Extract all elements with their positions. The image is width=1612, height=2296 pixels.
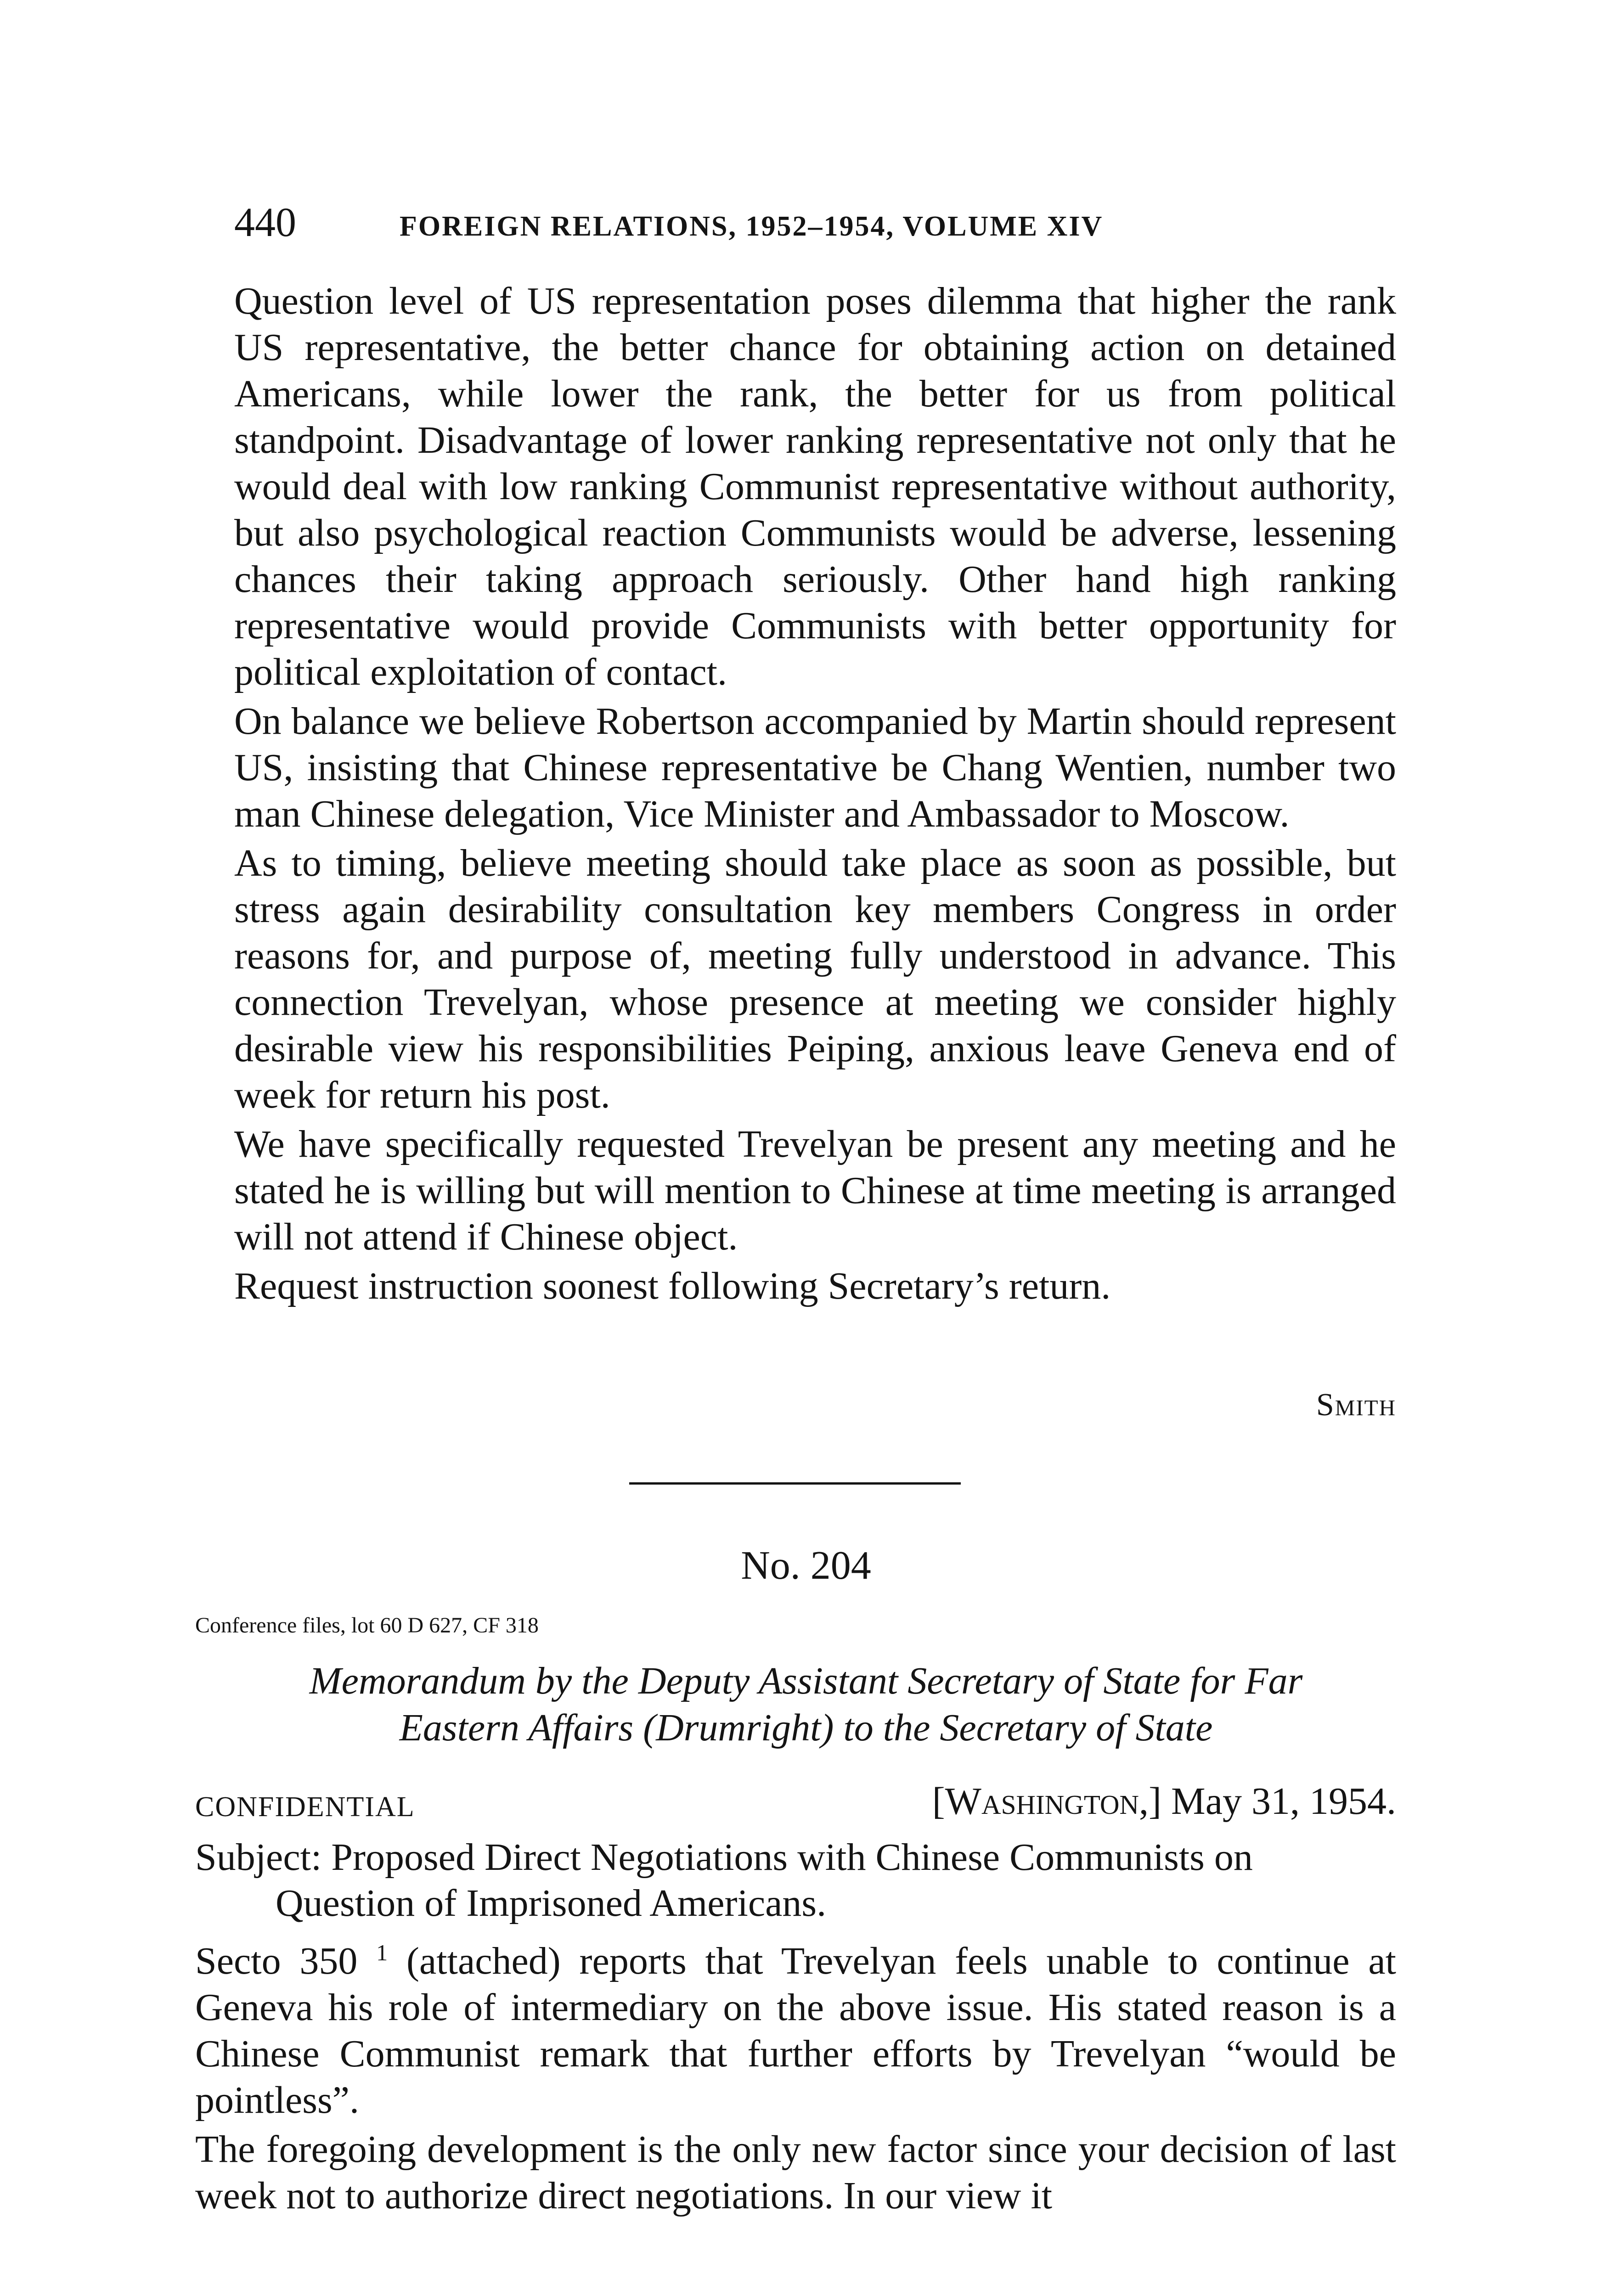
- subject-text-continued: Question of Imprisoned Americans.: [276, 1882, 827, 1925]
- classification-marking: CONFIDENTIAL: [195, 1791, 415, 1823]
- paragraph-rest: (attached) reports that Trevelyan feels unable to continue at Geneva his role of intermediary on the above issue. His stated reason is a Chinese Communist remark that further efforts by Trevelyan “would be pointless”.: [195, 1940, 1397, 2122]
- paragraph: [195, 1938, 1396, 2123]
- running-head: [234, 197, 1396, 248]
- subject-text: Subject: Proposed Direct Negotiations with Chinese Communists on: [195, 1836, 1253, 1879]
- paragraph-start: Secto 350: [195, 1940, 358, 1982]
- document-number: No. 204: [741, 1543, 871, 1588]
- running-title: FOREIGN RELATIONS, 1952–1954, VOLUME XIV: [400, 211, 1104, 242]
- paragraph: On balance we believe Robertson accompanied by Martin should represent US, insisting that Chinese representative be Chang Wentien, number two man Chinese delegation, Vice Minister and Ambassador to Moscow.: [234, 700, 1396, 835]
- signature: Smith: [1316, 1387, 1396, 1423]
- document-title-line: Memorandum by the Deputy Assistant Secretary of State for Far: [309, 1660, 1303, 1702]
- section-divider: [629, 1482, 961, 1485]
- paragraph: The foregoing development is the only new factor since your decision of last week not to authorize direct negotiations. In our view it: [195, 2128, 1396, 2217]
- dateline-place: [Washington,]: [932, 1780, 1162, 1823]
- subject-line: [195, 1835, 1396, 1926]
- footnote-reference[interactable]: 1: [376, 1940, 388, 1965]
- page-number: 440: [234, 200, 296, 245]
- source-note: Conference files, lot 60 D 627, CF 318: [195, 1613, 539, 1638]
- telegram-body: [234, 278, 1396, 1309]
- document-title: [220, 1658, 1392, 1751]
- dateline-date: May 31, 1954.: [1171, 1780, 1396, 1823]
- document-title-line: Eastern Affairs (Drumright) to the Secretary of State: [399, 1706, 1213, 1749]
- memorandum-body: [195, 1938, 1396, 2219]
- paragraph: Request instruction soonest following Secretary’s return.: [234, 1265, 1111, 1307]
- paragraph: As to timing, believe meeting should take place as soon as possible, but stress again desirability consultation key members Congress in order reasons for, and purpose of, meeting fully understood in advance. This connection Trevelyan, whose presence at meeting we consider highly desirable view his responsibilities Peiping, anxious leave Geneva end of week for return his post.: [234, 842, 1396, 1116]
- dateline: [932, 1776, 1396, 1827]
- paragraph: Question level of US representation poses dilemma that higher the rank US representative, the better chance for obtaining action on detained Americans, while lower the rank, the better for us from political standpoint. Disadvantage of lower ranking representative not only that he would deal with low ranking Communist representative without authority, but also psychological reaction Communists would be adverse, lessening chances their taking approach seriously. Other hand high ranking representative would provide Communists with better opportunity for political exploitation of contact.: [234, 280, 1396, 693]
- paragraph: We have specifically requested Trevelyan be present any meeting and he stated he is willing but will mention to Chinese at time meeting is arranged will not attend if Chinese object.: [234, 1123, 1396, 1258]
